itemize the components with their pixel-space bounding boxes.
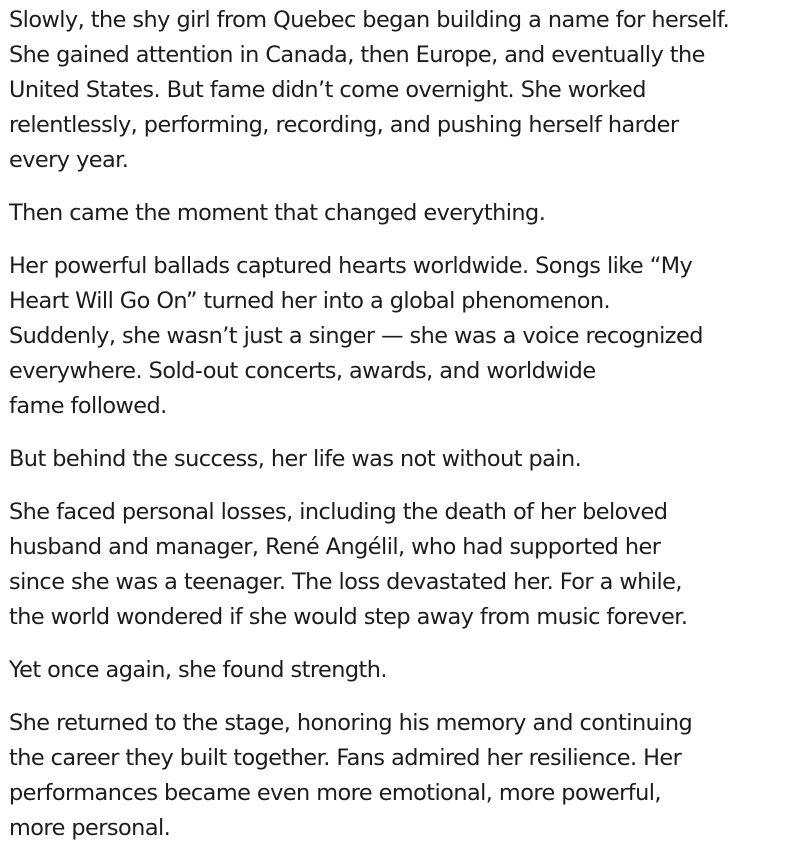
text-line: fame followed. [9,393,167,419]
text-line: But behind the success, her life was not without pain. [9,446,582,472]
text-line: Slowly, the shy girl from Quebec began building a name for herself. [9,7,730,33]
paragraph-return [9,706,788,846]
text-line: everywhere. Sold-out concerts, awards, and worldwide [9,358,596,384]
text-line: She returned to the stage, honoring his memory and continuing [9,710,693,736]
paragraph-personal-loss [9,495,788,635]
text-line: Suddenly, she wasn’t just a singer — she was a voice recognized [9,323,703,349]
text-line: Heart Will Go On” turned her into a global phenomenon. [9,288,611,314]
text-line: United States. But fame didn’t come overnight. She worked [9,77,646,103]
text-line: relentlessly, performing, recording, and pushing herself harder [9,112,679,138]
text-line: more personal. [9,815,171,841]
text-line: Yet once again, she found strength. [9,657,387,683]
text-line: Her powerful ballads captured hearts worldwide. Songs like “My [9,253,693,279]
text-line: the career they built together. Fans admired her resilience. Her [9,745,682,771]
paragraph-global-success [9,249,788,424]
text-line: Then came the moment that changed everything. [9,200,546,226]
paragraph-pain [9,442,788,477]
text-line: performances became even more emotional, more powerful, [9,780,661,806]
paragraph-rise-to-fame [9,3,788,178]
paragraph-turning-point [9,196,788,231]
text-line: the world wondered if she would step away from music forever. [9,604,688,630]
text-line: She faced personal losses, including the death of her beloved [9,499,668,525]
text-line: every year. [9,147,129,173]
text-line: since she was a teenager. The loss devastated her. For a while, [9,569,682,595]
text-line: husband and manager, René Angélil, who had supported her [9,534,661,560]
text-line: She gained attention in Canada, then Europe, and eventually the [9,42,705,68]
paragraph-strength [9,653,788,688]
